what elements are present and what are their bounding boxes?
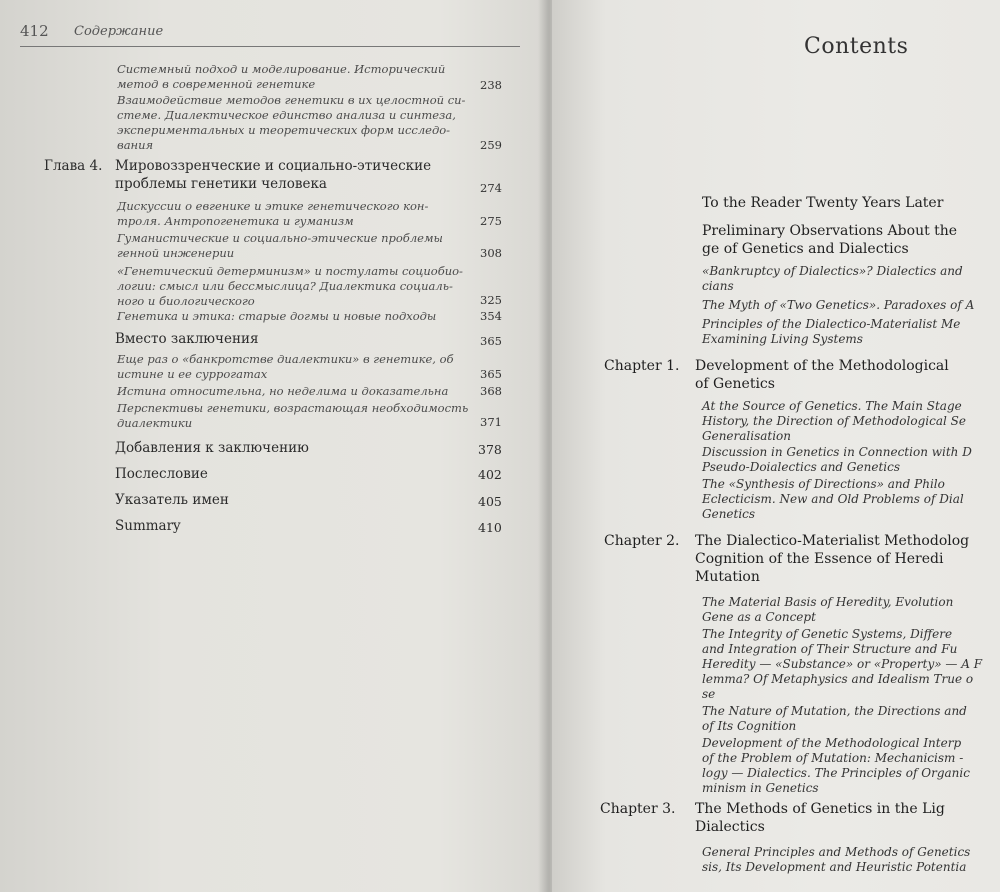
toc-entry-line: lemma? Of Metaphysics and Idealism True o (702, 672, 974, 686)
toc-entry-line: троля. Антропогенетика и гуманизм (117, 214, 354, 228)
chapter-label: Chapter 3. (600, 801, 676, 817)
toc-page-number: 371 (480, 415, 502, 429)
toc-entry-line: Heredity — «Substance» or «Property» — A F (702, 657, 983, 671)
toc-entry-line: Послесловие (115, 466, 208, 482)
running-head: Содержание (74, 24, 164, 39)
toc-entry-line: minism in Genetics (702, 781, 819, 795)
toc-entry-line: The «Synthesis of Directions» and Philo (702, 477, 945, 491)
toc-entry-line: Еще раз о «банкротстве диалектики» в генетике, об (117, 352, 454, 366)
toc-entry-line: Мировоззренческие и социально-этические (115, 158, 432, 174)
toc-entry-line: The Dialectico-Materialist Methodolog (695, 533, 970, 549)
toc-entry-line: стеме. Диалектическое единство анализа и синтеза, (117, 108, 456, 122)
toc-entry-line: Истина относительна, но неделима и доказательна (117, 384, 449, 398)
toc-entry-line: «Bankruptcy of Dialectics»? Dialectics and (702, 264, 963, 278)
right-page (552, 0, 1000, 892)
chapter-label: Глава 4. (44, 158, 103, 174)
toc-page-number: 238 (480, 78, 502, 92)
toc-entry-line: Перспективы генетики, возрастающая необходимость (117, 401, 469, 415)
toc-entry-line: sis, Its Development and Heuristic Potentia (702, 860, 967, 874)
toc-entry-line: Гуманистические и социально-этические проблемы (117, 231, 443, 245)
toc-entry-line: At the Source of Genetics. The Main Stage (702, 399, 962, 413)
toc-entry-line: Взаимодействие методов генетики в их целостной си- (117, 93, 466, 107)
toc-entry-line: Cognition of the Essence of Heredi (695, 551, 944, 567)
toc-page-number: 410 (478, 520, 502, 535)
toc-entry-line: Examining Living Systems (702, 332, 863, 346)
chapter-label: Chapter 2. (604, 533, 680, 549)
toc-entry-line: Summary (115, 518, 181, 534)
header-rule (20, 46, 520, 47)
toc-page-number: 274 (480, 181, 502, 195)
toc-entry-line: Вместо заключения (115, 331, 259, 347)
toc-entry-line: Development of the Methodological Interp (702, 736, 962, 750)
toc-page-number: 365 (480, 334, 502, 348)
toc-entry-line: History, the Direction of Methodological Se (702, 414, 966, 428)
toc-page-number: 368 (480, 384, 502, 398)
toc-entry-line: The Integrity of Genetic Systems, Differe (702, 627, 953, 641)
toc-entry-line: of the Problem of Mutation: Mechanicism - (702, 751, 964, 765)
contents-title: Contents (804, 34, 909, 59)
toc-page-number: 308 (480, 246, 502, 260)
toc-entry-line: The Myth of «Two Genetics». Paradoxes of A (702, 298, 975, 312)
toc-entry-line: Discussion in Genetics in Connection with D (702, 445, 972, 459)
toc-entry-line: «Генетический детерминизм» и постулаты социобио- (117, 264, 463, 278)
toc-page-number: 259 (480, 138, 502, 152)
toc-entry-line: of Genetics (695, 376, 775, 392)
toc-entry-line: of Its Cognition (702, 719, 797, 733)
toc-entry-line: ного и биологического (117, 294, 255, 308)
toc-entry-line: Указатель имен (115, 492, 229, 508)
toc-entry-line: Добавления к заключению (115, 440, 309, 456)
toc-entry-line: истине и ее суррогатах (117, 367, 268, 381)
page-number: 412 (20, 22, 49, 40)
toc-entry-line: logy — Dialectics. The Principles of Organic (702, 766, 970, 780)
toc-entry-line: The Material Basis of Heredity, Evolution (702, 595, 954, 609)
chapter-label: Chapter 1. (604, 358, 680, 374)
toc-entry-line: проблемы генетики человека (115, 176, 327, 192)
toc-entry-line: экспериментальных и теоретических форм исследо- (117, 123, 451, 137)
toc-entry-line: Системный подход и моделирование. Исторический (117, 62, 446, 76)
toc-entry-line: Дискуссии о евгенике и этике генетического кон- (117, 199, 429, 213)
toc-entry-line: ge of Genetics and Dialectics (702, 241, 909, 257)
toc-entry-line: Eclecticism. New and Old Problems of Dial (702, 492, 964, 506)
toc-page-number: 365 (480, 367, 502, 381)
toc-page-number: 402 (478, 467, 502, 482)
toc-entry-line: диалектики (117, 416, 193, 430)
toc-entry-line: The Nature of Mutation, the Directions and (702, 704, 967, 718)
toc-entry-line: вания (117, 138, 154, 152)
toc-entry-line: Genetics (702, 507, 756, 521)
toc-entry-line: Pseudo-Doialectics and Genetics (702, 460, 900, 474)
toc-page-number: 354 (480, 309, 502, 323)
toc-entry-line: метод в современной генетике (117, 77, 316, 91)
toc-entry-line: and Integration of Their Structure and Fu (702, 642, 958, 656)
toc-page-number: 325 (480, 293, 502, 307)
toc-entry-line: The Methods of Genetics in the Lig (695, 801, 945, 817)
toc-entry-line: se (702, 687, 716, 701)
toc-entry-line: Генетика и этика: старые догмы и новые подходы (117, 309, 437, 323)
toc-entry-line: Principles of the Dialectico-Materialist Me (702, 317, 961, 331)
toc-entry-line: генной инженерии (117, 246, 235, 260)
toc-entry-line: cians (702, 279, 734, 293)
toc-entry-line: Preliminary Observations About the (702, 223, 958, 239)
toc-entry-line: Mutation (695, 569, 760, 585)
toc-entry-line: General Principles and Methods of Genetics (702, 845, 971, 859)
toc-page-number: 378 (478, 442, 502, 457)
toc-entry-line: To the Reader Twenty Years Later (702, 195, 944, 211)
toc-page-number: 275 (480, 214, 502, 228)
toc-entry-line: логии: смысл или бессмыслица? Диалектика социаль- (117, 279, 453, 293)
toc-entry-line: Generalisation (702, 429, 792, 443)
toc-entry-line: Dialectics (695, 819, 765, 835)
toc-entry-line: Gene as a Concept (702, 610, 816, 624)
toc-page-number: 405 (478, 494, 502, 509)
toc-entry-line: Development of the Methodological (695, 358, 949, 374)
